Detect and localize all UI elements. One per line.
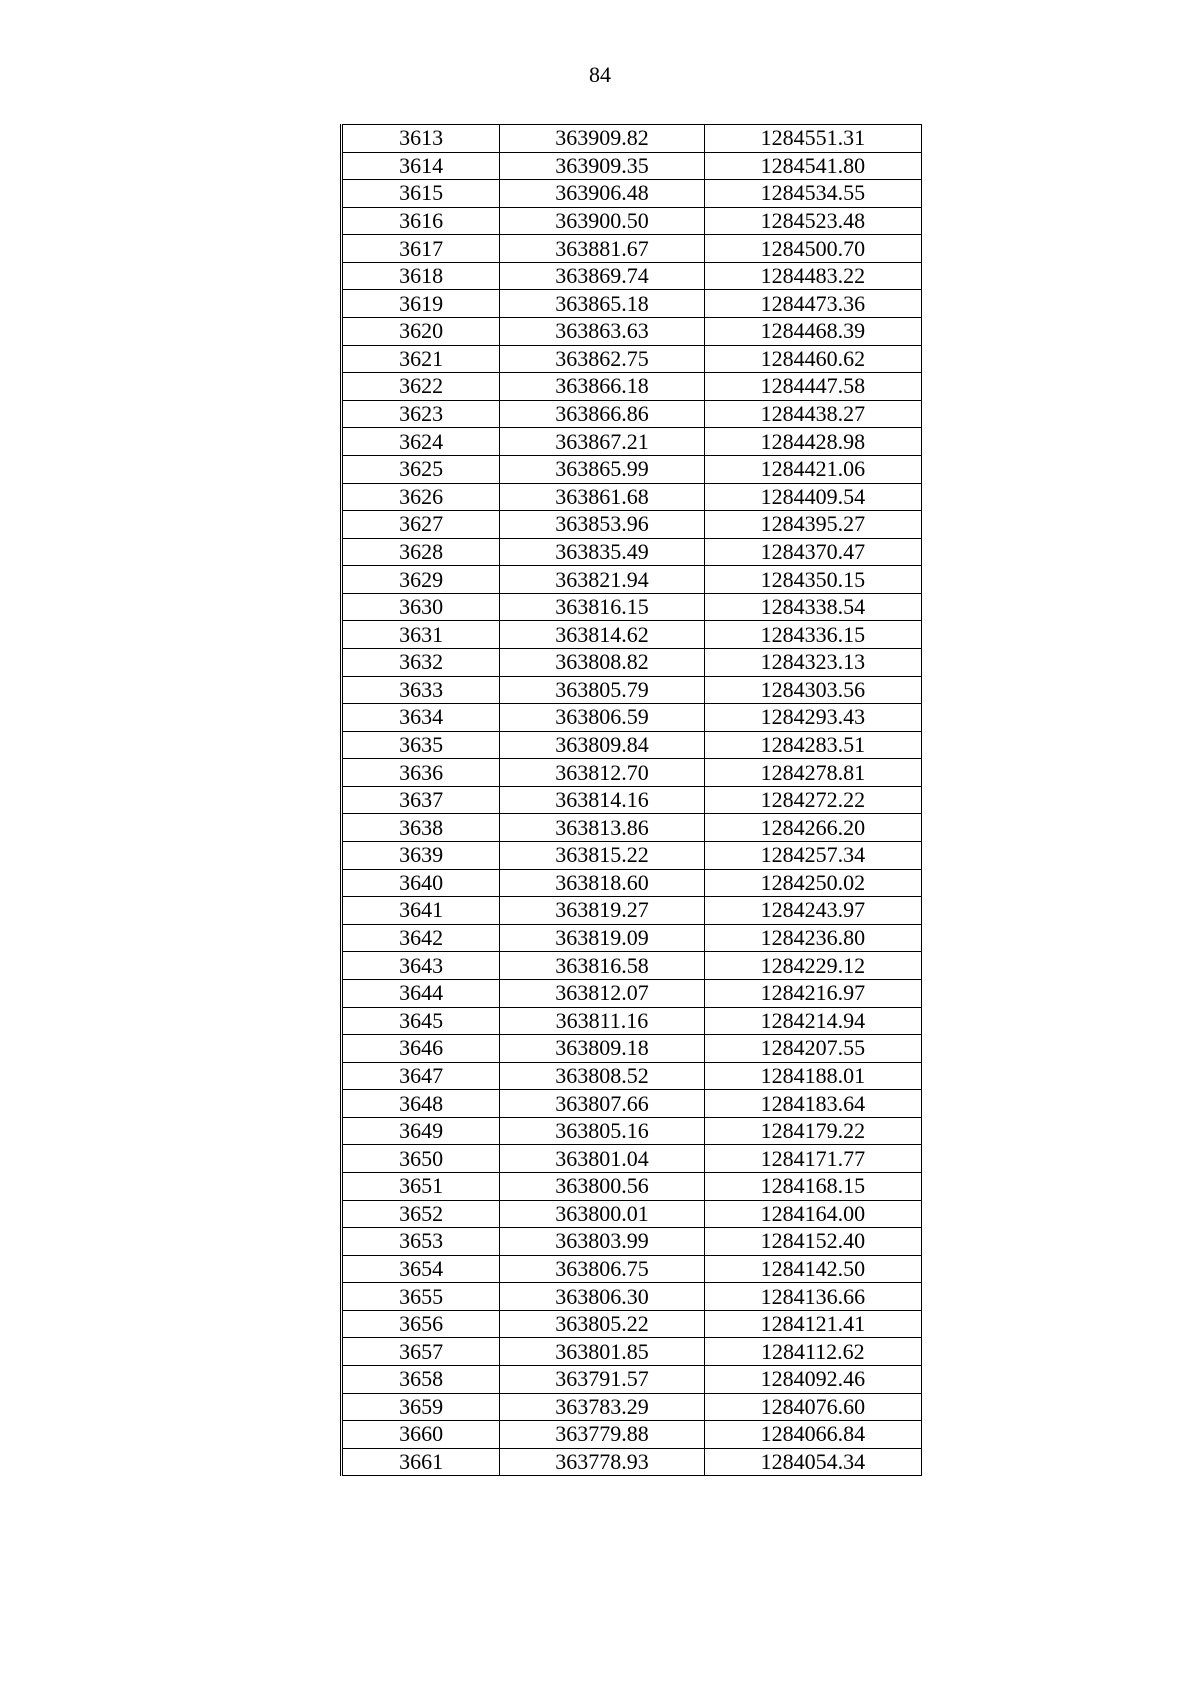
y-coordinate-cell: 1284179.22 [704,1117,921,1145]
table-row [342,290,922,318]
y-coordinate-cell: 1284523.48 [704,207,921,235]
point-number-cell: 3646 [342,1035,500,1063]
table-row [342,1228,922,1256]
x-coordinate-cell: 363865.99 [500,455,704,483]
y-coordinate-cell: 1284121.41 [704,1310,921,1338]
table-row [342,1172,922,1200]
point-number-cell: 3628 [342,538,500,566]
point-number-cell: 3637 [342,786,500,814]
y-coordinate-cell: 1284236.80 [704,924,921,952]
table-row [342,1035,922,1063]
point-number-cell: 3618 [342,262,500,290]
point-number-cell: 3625 [342,455,500,483]
y-coordinate-cell: 1284171.77 [704,1145,921,1173]
y-coordinate-cell: 1284323.13 [704,648,921,676]
y-coordinate-cell: 1284541.80 [704,152,921,180]
x-coordinate-cell: 363812.07 [500,979,704,1007]
point-number-cell: 3633 [342,676,500,704]
point-number-cell: 3657 [342,1338,500,1366]
table-row [342,483,922,511]
table-row [342,373,922,401]
x-coordinate-cell: 363808.52 [500,1062,704,1090]
table-row [342,1200,922,1228]
y-coordinate-cell: 1284092.46 [704,1366,921,1394]
x-coordinate-cell: 363803.99 [500,1228,704,1256]
y-coordinate-cell: 1284303.56 [704,676,921,704]
y-coordinate-cell: 1284272.22 [704,786,921,814]
point-number-cell: 3639 [342,842,500,870]
table-row [342,180,922,208]
x-coordinate-cell: 363812.70 [500,759,704,787]
point-number-cell: 3647 [342,1062,500,1090]
point-number-cell: 3617 [342,235,500,263]
table-row [342,621,922,649]
table-row [342,924,922,952]
point-number-cell: 3656 [342,1310,500,1338]
y-coordinate-cell: 1284257.34 [704,842,921,870]
point-number-cell: 3627 [342,511,500,539]
x-coordinate-cell: 363809.18 [500,1035,704,1063]
point-number-cell: 3643 [342,952,500,980]
x-coordinate-cell: 363863.63 [500,318,704,346]
x-coordinate-cell: 363867.21 [500,428,704,456]
y-coordinate-cell: 1284534.55 [704,180,921,208]
table-row [342,1338,922,1366]
y-coordinate-cell: 1284293.43 [704,704,921,732]
point-number-cell: 3616 [342,207,500,235]
point-number-cell: 3658 [342,1366,500,1394]
point-number-cell: 3636 [342,759,500,787]
y-coordinate-cell: 1284152.40 [704,1228,921,1256]
point-number-cell: 3654 [342,1255,500,1283]
table-row [342,814,922,842]
point-number-cell: 3634 [342,704,500,732]
table-row [342,235,922,263]
y-coordinate-cell: 1284278.81 [704,759,921,787]
table-row [342,455,922,483]
table-row [342,400,922,428]
x-coordinate-cell: 363869.74 [500,262,704,290]
point-number-cell: 3652 [342,1200,500,1228]
x-coordinate-cell: 363900.50 [500,207,704,235]
x-coordinate-cell: 363819.09 [500,924,704,952]
x-coordinate-cell: 363881.67 [500,235,704,263]
y-coordinate-cell: 1284164.00 [704,1200,921,1228]
table-row [342,731,922,759]
point-number-cell: 3622 [342,373,500,401]
y-coordinate-cell: 1284207.55 [704,1035,921,1063]
y-coordinate-cell: 1284395.27 [704,511,921,539]
point-number-cell: 3626 [342,483,500,511]
y-coordinate-cell: 1284421.06 [704,455,921,483]
point-number-cell: 3632 [342,648,500,676]
coordinates-table [340,124,922,1476]
point-number-cell: 3659 [342,1393,500,1421]
point-number-cell: 3661 [342,1448,500,1476]
x-coordinate-cell: 363806.30 [500,1283,704,1311]
x-coordinate-cell: 363835.49 [500,538,704,566]
y-coordinate-cell: 1284250.02 [704,869,921,897]
x-coordinate-cell: 363805.16 [500,1117,704,1145]
point-number-cell: 3621 [342,345,500,373]
table-row [342,593,922,621]
point-number-cell: 3655 [342,1283,500,1311]
table-row [342,1062,922,1090]
x-coordinate-cell: 363909.35 [500,152,704,180]
table-row [342,648,922,676]
point-number-cell: 3650 [342,1145,500,1173]
y-coordinate-cell: 1284473.36 [704,290,921,318]
table-row [342,1283,922,1311]
x-coordinate-cell: 363805.79 [500,676,704,704]
x-coordinate-cell: 363814.16 [500,786,704,814]
point-number-cell: 3614 [342,152,500,180]
x-coordinate-cell: 363815.22 [500,842,704,870]
x-coordinate-cell: 363779.88 [500,1421,704,1449]
point-number-cell: 3630 [342,593,500,621]
point-number-cell: 3653 [342,1228,500,1256]
y-coordinate-cell: 1284243.97 [704,897,921,925]
table-row [342,704,922,732]
table-row [342,262,922,290]
page-number: 84 [589,62,611,87]
y-coordinate-cell: 1284551.31 [704,125,921,153]
x-coordinate-cell: 363783.29 [500,1393,704,1421]
table-row [342,1393,922,1421]
point-number-cell: 3638 [342,814,500,842]
x-coordinate-cell: 363862.75 [500,345,704,373]
point-number-cell: 3649 [342,1117,500,1145]
x-coordinate-cell: 363906.48 [500,180,704,208]
point-number-cell: 3644 [342,979,500,1007]
y-coordinate-cell: 1284483.22 [704,262,921,290]
x-coordinate-cell: 363816.58 [500,952,704,980]
point-number-cell: 3629 [342,566,500,594]
table-row [342,125,922,153]
table-row [342,1090,922,1118]
table-row [342,897,922,925]
x-coordinate-cell: 363809.84 [500,731,704,759]
table-row [342,1117,922,1145]
table-row [342,1366,922,1394]
table-row [342,1007,922,1035]
table-row [342,759,922,787]
x-coordinate-cell: 363861.68 [500,483,704,511]
y-coordinate-cell: 1284229.12 [704,952,921,980]
table-row [342,952,922,980]
y-coordinate-cell: 1284054.34 [704,1448,921,1476]
point-number-cell: 3620 [342,318,500,346]
y-coordinate-cell: 1284136.66 [704,1283,921,1311]
x-coordinate-cell: 363865.18 [500,290,704,318]
y-coordinate-cell: 1284447.58 [704,373,921,401]
table-row [342,207,922,235]
y-coordinate-cell: 1284188.01 [704,1062,921,1090]
x-coordinate-cell: 363853.96 [500,511,704,539]
table-row [342,1421,922,1449]
y-coordinate-cell: 1284183.64 [704,1090,921,1118]
point-number-cell: 3642 [342,924,500,952]
x-coordinate-cell: 363791.57 [500,1366,704,1394]
table-row [342,428,922,456]
x-coordinate-cell: 363814.62 [500,621,704,649]
y-coordinate-cell: 1284336.15 [704,621,921,649]
x-coordinate-cell: 363806.59 [500,704,704,732]
y-coordinate-cell: 1284112.62 [704,1338,921,1366]
y-coordinate-cell: 1284370.47 [704,538,921,566]
table-row [342,511,922,539]
table-row [342,842,922,870]
x-coordinate-cell: 363866.86 [500,400,704,428]
x-coordinate-cell: 363800.56 [500,1172,704,1200]
y-coordinate-cell: 1284168.15 [704,1172,921,1200]
table-row [342,1310,922,1338]
x-coordinate-cell: 363778.93 [500,1448,704,1476]
x-coordinate-cell: 363821.94 [500,566,704,594]
x-coordinate-cell: 363807.66 [500,1090,704,1118]
table-row [342,566,922,594]
point-number-cell: 3613 [342,125,500,153]
x-coordinate-cell: 363805.22 [500,1310,704,1338]
x-coordinate-cell: 363800.01 [500,1200,704,1228]
point-number-cell: 3640 [342,869,500,897]
y-coordinate-cell: 1284338.54 [704,593,921,621]
point-number-cell: 3645 [342,1007,500,1035]
x-coordinate-cell: 363866.18 [500,373,704,401]
table-row [342,318,922,346]
x-coordinate-cell: 363811.16 [500,1007,704,1035]
y-coordinate-cell: 1284216.97 [704,979,921,1007]
point-number-cell: 3635 [342,731,500,759]
point-number-cell: 3623 [342,400,500,428]
y-coordinate-cell: 1284214.94 [704,1007,921,1035]
y-coordinate-cell: 1284283.51 [704,731,921,759]
y-coordinate-cell: 1284468.39 [704,318,921,346]
x-coordinate-cell: 363818.60 [500,869,704,897]
y-coordinate-cell: 1284066.84 [704,1421,921,1449]
table-row [342,1255,922,1283]
table-row [342,676,922,704]
table-row [342,345,922,373]
x-coordinate-cell: 363801.85 [500,1338,704,1366]
table-row [342,152,922,180]
table-row [342,1145,922,1173]
table-row [342,979,922,1007]
x-coordinate-cell: 363806.75 [500,1255,704,1283]
table-row [342,786,922,814]
x-coordinate-cell: 363909.82 [500,125,704,153]
table-row [342,1448,922,1476]
point-number-cell: 3660 [342,1421,500,1449]
table-row [342,538,922,566]
y-coordinate-cell: 1284438.27 [704,400,921,428]
y-coordinate-cell: 1284428.98 [704,428,921,456]
table-row [342,869,922,897]
y-coordinate-cell: 1284076.60 [704,1393,921,1421]
point-number-cell: 3624 [342,428,500,456]
x-coordinate-cell: 363819.27 [500,897,704,925]
y-coordinate-cell: 1284409.54 [704,483,921,511]
point-number-cell: 3615 [342,180,500,208]
y-coordinate-cell: 1284500.70 [704,235,921,263]
y-coordinate-cell: 1284266.20 [704,814,921,842]
x-coordinate-cell: 363816.15 [500,593,704,621]
y-coordinate-cell: 1284350.15 [704,566,921,594]
x-coordinate-cell: 363813.86 [500,814,704,842]
point-number-cell: 3631 [342,621,500,649]
point-number-cell: 3619 [342,290,500,318]
point-number-cell: 3651 [342,1172,500,1200]
y-coordinate-cell: 1284142.50 [704,1255,921,1283]
y-coordinate-cell: 1284460.62 [704,345,921,373]
x-coordinate-cell: 363808.82 [500,648,704,676]
point-number-cell: 3641 [342,897,500,925]
point-number-cell: 3648 [342,1090,500,1118]
x-coordinate-cell: 363801.04 [500,1145,704,1173]
table-body [342,125,922,1476]
